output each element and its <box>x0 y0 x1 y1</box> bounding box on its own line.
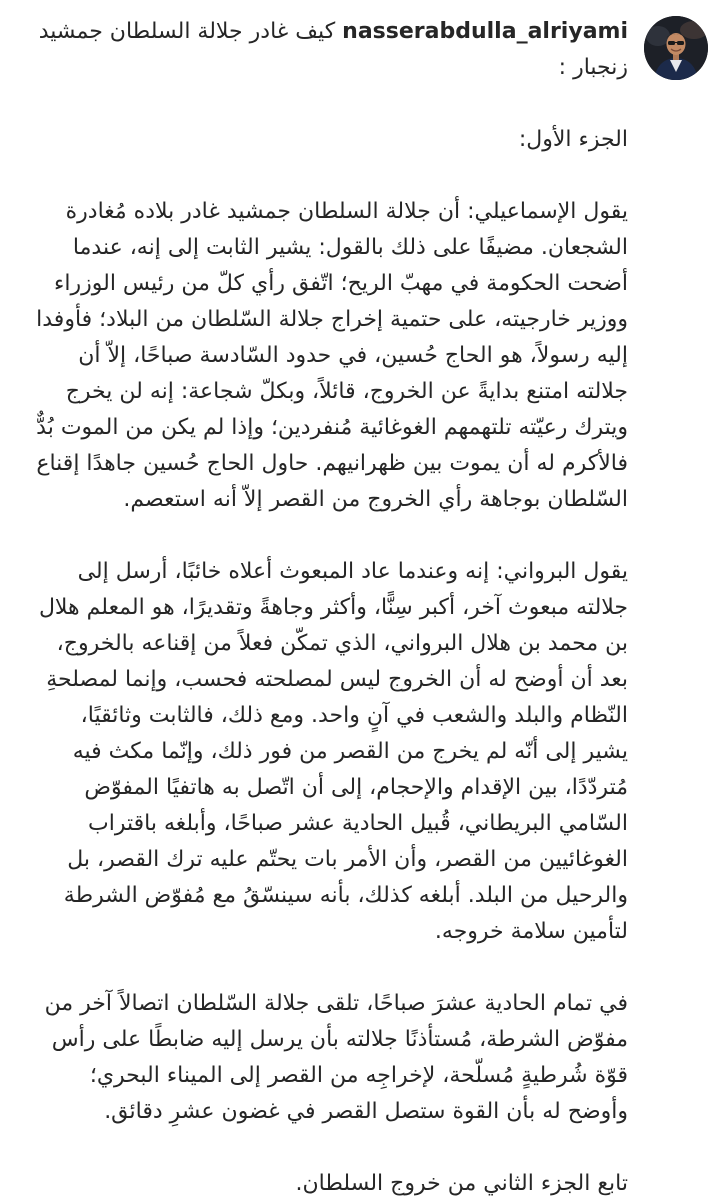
caption-paragraph-part-heading: الجزء الأول: <box>518 127 628 152</box>
username-link[interactable]: nasserabdulla_alriyami <box>342 19 628 44</box>
caption-paragraph-eleven-oclock: في تمام الحادية عشرَ صباحًا، تلقى جلالة السّلطان اتصالاً آخر من مفوّض الشرطة، مُستأذنًا جلالته بأن يرسل إليه ضابطًا على رأس قوّة شُرطيةٍ مُسلّحة، لإخراجِه من القصر إلى الميناء البحري؛ وأوضح له بأن القوة ستصل القصر في غضون عشرِ دقائق. <box>44 991 628 1124</box>
post-caption <box>16 14 628 1202</box>
caption-paragraph-ismaili: يقول الإسماعيلي: أن جلالة السلطان جمشيد غادر بلاده مُغادرة الشجعان. مضيفًا على ذلك بالقول: يشير الثابت إلى إنه، عندما أضحت الحكومة في مهبّ الريح؛ اتّفق رأي كلّ من رئيس الوزراء ووزير خارجيته، على حتمية إخراج جلالة السّلطان من البلاد؛ فأوفدا إليه رسولاً، هو الحاج حُسين، في حدود السّادسة صباحًا، إلاّ أن جلالته امتنع بدايةً عن الخروج، قائلاً، وبكلّ شجاعة: إنه لن يخرج ويترك رعيّته تلتهمهم الغوغائية مُنفردين؛ وإذا لم يكن من الموت بُدٌّ فالأكرم له أن يموت بين ظهرانيهم. حاول الحاج حُسين جاهدًا إقناع السّلطان بوجاهة رأي الخروج من القصر إلاّ أنه استعصم. <box>36 199 628 512</box>
caption-paragraph-barwani: يقول البرواني: إنه وعندما عاد المبعوث أعلاه خائبًا، أرسل إلى جلالته مبعوث آخر، أكبر سِنًّا، وأكثر وجاهةً وتقديرًا، هو المعلم هلال بن محمد بن هلال البرواني، الذي تمكّن فعلاً من إقناعه بالخروج، بعد أن أوضح له أن الخروج ليس لمصلحته فحسب، وإنما لمصلحةِ النّظام والبلد والشعب في آنٍ واحد. ومع ذلك، فالثابت وثائقيًا، يشير إلى أنّه لم يخرج من القصر من فور ذلك، وإنّما مكث فيه مُتردّدًا، بين الإقدام والإحجام، إلى أن اتّصل به هاتفيًا المفوّض السّامي البريطاني، قُبيل الحادية عشر صباحًا، وأبلغه باقتراب الغوغائيين من القصر، وأن الأمر بات يحتّم عليه ترك القصر، بل والرحيل من البلد. أبلغه كذلك، بأنه سينسّقُ مع مُفوّض الشرطة لتأمين سلامة خروجه. <box>38 559 628 944</box>
caption-header <box>16 14 628 86</box>
avatar-portrait-icon <box>644 16 708 80</box>
caption-title: كيف غادر جلالة السلطان جمشيد زنجبار : <box>38 19 628 80</box>
user-avatar[interactable] <box>644 16 708 80</box>
caption-paragraph-continuation: تابع الجزء الثاني من خروج السلطان. <box>295 1171 628 1196</box>
